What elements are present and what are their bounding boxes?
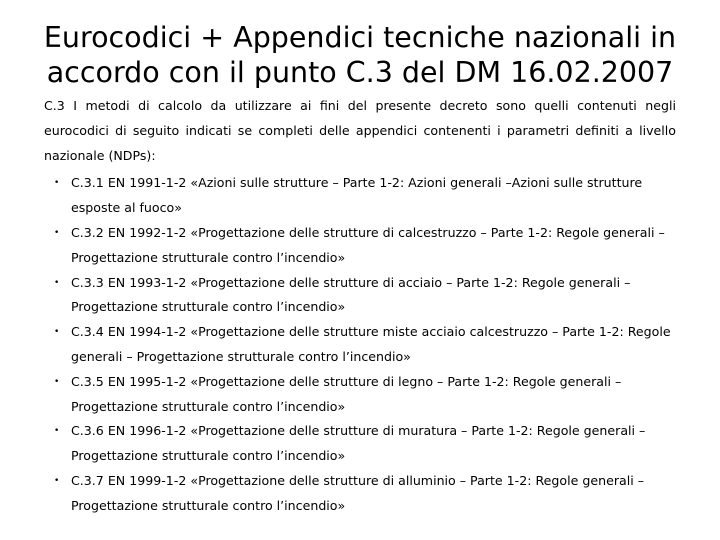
list-item [44, 221, 676, 271]
list-item [44, 370, 676, 420]
bullet-icon: • [54, 227, 60, 238]
bullet-icon: • [54, 376, 60, 387]
list-item [44, 419, 676, 469]
bullet-icon: • [54, 426, 60, 437]
slide-title-line-1: Eurocodici + Appendici tecniche nazionali in [43, 21, 677, 54]
bullet-icon: • [54, 178, 60, 189]
list-item [44, 171, 676, 221]
bullet-icon: • [54, 277, 60, 288]
list-item [44, 469, 676, 519]
slide-title-line-2: accordo con il punto C.3 del DM 16.02.2007 [46, 56, 674, 89]
eurocode-list [44, 171, 676, 518]
bullet-icon: • [54, 327, 60, 338]
list-item-text: C.3.5 EN 1995-1-2 «Progettazione delle strutture di legno – Parte 1-2: Regole generali – Progettazione strutturale contro l’incendio» [71, 373, 622, 414]
slide-body [44, 94, 676, 519]
list-item-text: C.3.6 EN 1996-1-2 «Progettazione delle strutture di muratura – Parte 1-2: Regole generali – Progettazione strutturale contro l’incendio» [71, 423, 646, 464]
list-item-text: C.3.4 EN 1994-1-2 «Progettazione delle strutture miste acciaio calcestruzzo – Parte 1-2: Regole generali – Progettazione strutturale contro l’incendio» [71, 324, 671, 364]
list-item-text: C.3.2 EN 1992-1-2 «Progettazione delle strutture di calcestruzzo – Parte 1-2: Regole generali – Progettazione strutturale contro l’incendio» [71, 224, 665, 265]
list-item-text: C.3.3 EN 1993-1-2 «Progettazione delle strutture di acciaio – Parte 1-2: Regole generali – Progettazione strutturale contro l’incendio» [71, 274, 631, 315]
list-item-text: C.3.7 EN 1999-1-2 «Progettazione delle strutture di alluminio – Parte 1-2: Regole generali – Progettazione strutturale contro l’incendio» [71, 472, 645, 513]
list-item-text: C.3.1 EN 1991-1-2 «Azioni sulle strutture – Parte 1-2: Azioni generali –Azioni sulle strutture esposte al fuoco» [71, 175, 643, 216]
slide-title [20, 20, 700, 90]
list-item [44, 271, 676, 321]
bullet-icon: • [54, 475, 60, 486]
list-item [44, 320, 676, 370]
intro-paragraph: C.3 I metodi di calcolo da utilizzare ai fini del presente decreto sono quelli contenuti negli eurocodici di seguito indicati se completi delle appendici contenenti i parametri definiti a livello nazionale (NDPs): [44, 98, 676, 163]
